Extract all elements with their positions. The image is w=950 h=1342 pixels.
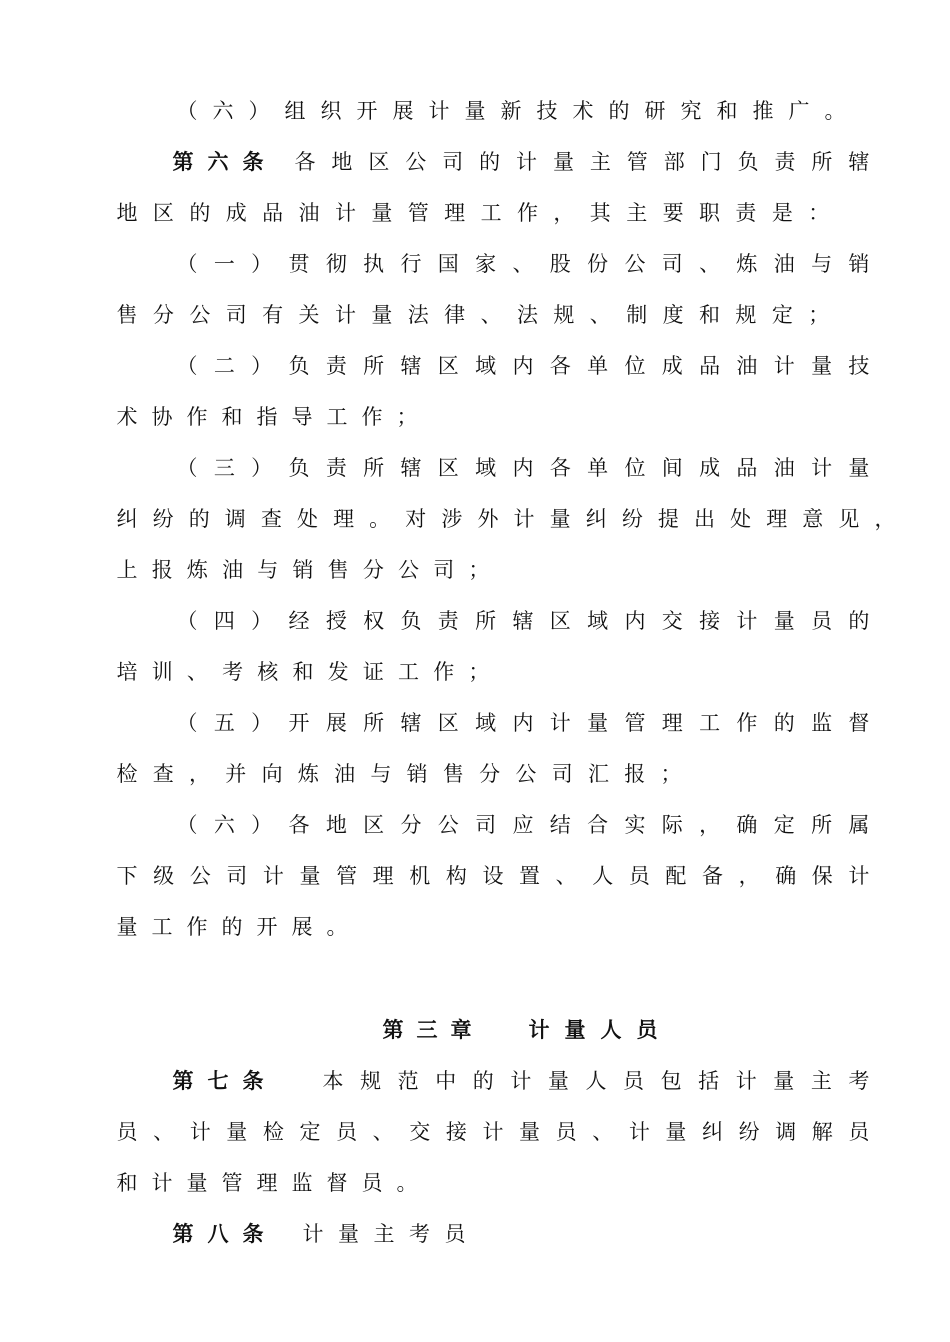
line-text: 和 计 量 管 理 监 督 员 。: [116, 1171, 418, 1195]
text-line: [0, 196, 950, 230]
text-line: [0, 247, 950, 281]
line-text: 下 级 公 司 计 量 管 理 机 构 设 置 、 人 员 配 备 ， 确 保 计: [116, 864, 870, 888]
article-line: [0, 145, 950, 179]
line-text: （ 六 ） 组 织 开 展 计 量 新 技 术 的 研 究 和 推 广 。: [176, 99, 846, 123]
text-line: [0, 451, 950, 485]
text-line: [0, 910, 950, 944]
line-text: （ 六 ） 各 地 区 分 公 司 应 结 合 实 际 ， 确 定 所 属: [176, 813, 870, 837]
line-text: （ 四 ） 经 授 权 负 责 所 辖 区 域 内 交 接 计 量 员 的: [176, 609, 870, 633]
text-line: [0, 298, 950, 332]
article-line: [0, 1064, 950, 1098]
line-text: （ 三 ） 负 责 所 辖 区 域 内 各 单 位 间 成 品 油 计 量: [176, 456, 870, 480]
text-line: [0, 502, 950, 536]
article-line: [0, 1013, 950, 1047]
line-text: 本 规 范 中 的 计 量 人 员 包 括 计 量 主 考: [322, 1069, 870, 1093]
article-heading: 第 七 条: [172, 1068, 264, 1093]
line-text: （ 二 ） 负 责 所 辖 区 域 内 各 单 位 成 品 油 计 量 技: [176, 354, 870, 378]
text-line: [0, 553, 950, 587]
line-text: 量 工 作 的 开 展 。: [116, 915, 348, 939]
line-text: 计 量 主 考 员: [302, 1222, 466, 1246]
text-line: [0, 706, 950, 740]
text-line: [0, 349, 950, 383]
text-line: [0, 1115, 950, 1149]
text-line: [0, 859, 950, 893]
line-text: 地 区 的 成 品 油 计 量 管 理 工 作 ， 其 主 要 职 责 是 ：: [116, 201, 830, 225]
line-text: 培 训 、 考 核 和 发 证 工 作 ；: [116, 660, 490, 684]
text-line: [0, 1166, 950, 1200]
text-line: [0, 757, 950, 791]
line-text: 检 查 ， 并 向 炼 油 与 销 售 分 公 司 汇 报 ；: [116, 762, 682, 786]
text-line: [0, 94, 950, 128]
line-text: 售 分 公 司 有 关 计 量 法 律 、 法 规 、 制 度 和 规 定 ；: [116, 303, 830, 327]
chapter-title: 计 量 人 员: [528, 1017, 658, 1042]
text-line: [0, 400, 950, 434]
chapter-heading: 第 三 章: [382, 1017, 472, 1042]
text-line: [0, 604, 950, 638]
text-line: [0, 655, 950, 689]
line-text: （ 一 ） 贯 彻 执 行 国 家 、 股 份 公 司 、 炼 油 与 销: [176, 252, 870, 276]
line-text: （ 五 ） 开 展 所 辖 区 域 内 计 量 管 理 工 作 的 监 督: [176, 711, 870, 735]
article-heading: 第 八 条: [172, 1221, 264, 1246]
line-text: 各 地 区 公 司 的 计 量 主 管 部 门 负 责 所 辖: [294, 150, 870, 174]
article-line: [0, 1217, 950, 1251]
line-text: 上 报 炼 油 与 销 售 分 公 司 ；: [116, 558, 490, 582]
article-heading: 第 六 条: [172, 149, 264, 174]
line-text: 员 、 计 量 检 定 员 、 交 接 计 量 员 、 计 量 纠 纷 调 解 员: [116, 1120, 870, 1144]
text-line: [0, 808, 950, 842]
line-text: 纠 纷 的 调 查 处 理 。 对 涉 外 计 量 纠 纷 提 出 处 理 意 见 ，: [116, 507, 896, 531]
line-text: 术 协 作 和 指 导 工 作 ；: [116, 405, 418, 429]
